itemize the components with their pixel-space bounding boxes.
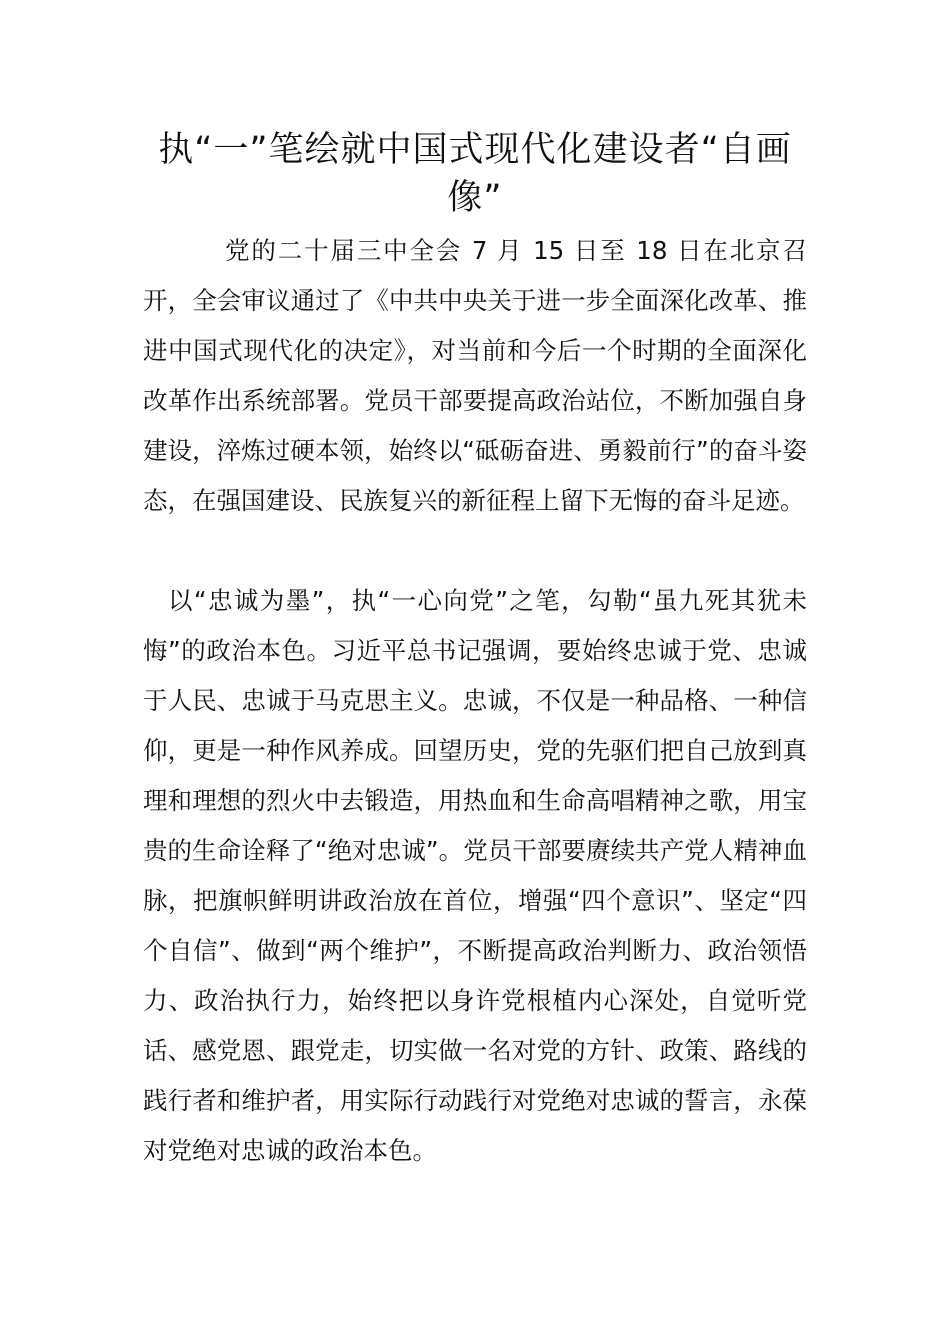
document-title: 执“一”笔绘就中国式现代化建设者“自画像”: [158, 130, 792, 218]
paragraph-1: 党的二十届三中全会 7 月 15 日至 18 日在北京召开，全会审议通过了《中共中央关于进一步全面深化改革、推进中国式现代化的决定》，对当前和今后一个时期的全面深化改革作出系统部署。党员干部要提高政治站位，不断加强自身建设，淬炼过硬本领，始终以“砥砺奋进、勇毅前行”的奋斗姿态，在强国建设、民族复兴的新征程上留下无悔的奋斗足迹。: [143, 236, 807, 515]
paragraph-2: 以“忠诚为墨”，执“一心向党”之笔，勾勒“虽九死其犹未悔”的政治本色。习近平总书记强调，要始终忠诚于党、忠诚于人民、忠诚于马克思主义。忠诚，不仅是一种品格、一种信仰，更是一种作风养成。回望历史，党的先驱们把自己放到真理和理想的烈火中去锻造，用热血和生命高唱精神之歌，用宝贵的生命诠释了“绝对忠诚”。党员干部要赓续共产党人精神血脉，把旗帜鲜明讲政治放在首位，增强“四个意识”、坚定“四个自信”、做到“两个维护”，不断提高政治判断力、政治领悟力、政治执行力，始终把以身许党根植内心深处，自觉听党话、感党恩、跟党走，切实做一名对党的方针、政策、路线的践行者和维护者，用实际行动践行对党绝对忠诚的誓言，永葆对党绝对忠诚的政治本色。: [143, 586, 807, 1165]
